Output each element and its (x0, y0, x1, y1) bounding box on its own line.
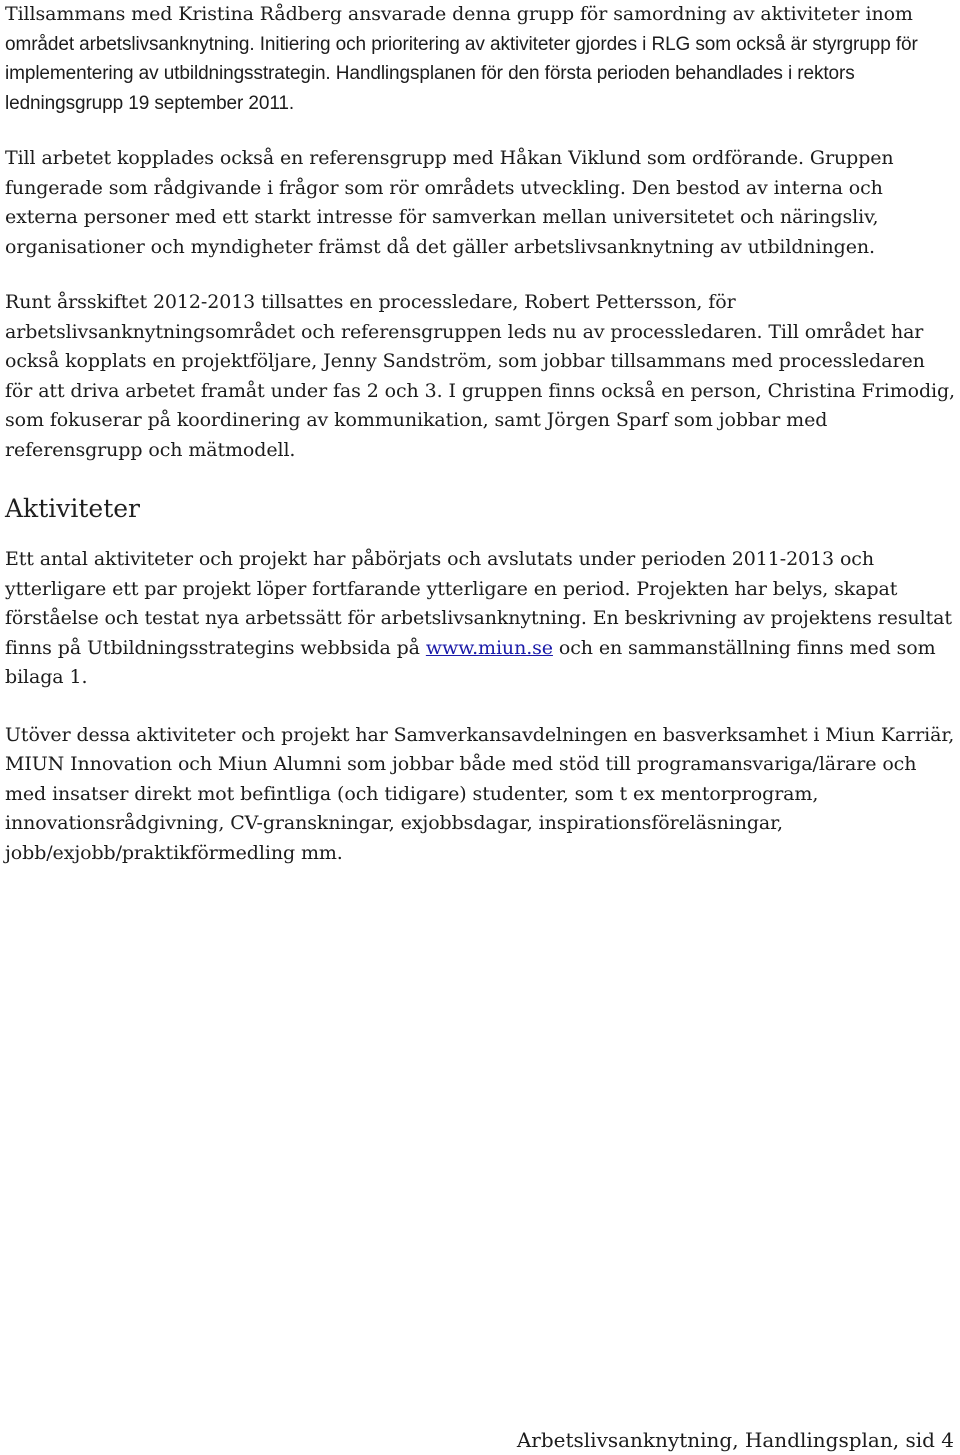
activities-text-before-link: Ett antal aktiviteter och projekt har påbörjats och avslutats under perioden 2011-2013 och ytterligare ett par projekt löper fortfarande ytterligare en period. Projekten har belys, skapat förståelse och testat nya arbetssätt för arbetslivsanknytning. En beskrivning av projektens resultat finns på Utbildningsstrategins webbsida på (5, 548, 952, 659)
miun-website-link[interactable]: www.miun.se (425, 636, 553, 659)
base-operations-paragraph: Utöver dessa aktiviteter och projekt har Samverkansavdelningen en basverksamhet i Miun Karriär, MIUN Innovation och Miun Alumni som jobbar både med stöd till programansvariga/lärare och med insatser direkt mot befintliga (och tidigare) studenter, som t ex mentorprogram, innovationsrådgivning, CV-granskningar, exjobbsdagar, inspirationsföreläsningar, jobb/exjobb/praktikförmedling mm. (5, 723, 955, 864)
intro-paragraph (5, 0, 955, 118)
reference-group-text-part-2: Den bestod av interna och externa personer med ett starkt intresse för samverkan mellan universitetet och näringsliv, organisationer och myndigheter främst då det gäller arbetslivsanknytning av utbildningen. (5, 176, 883, 258)
document-page (5, 0, 955, 868)
reference-group-text-part-1: Till arbetet kopplades också en referensgrupp med Håkan Viklund som ordförande. Gruppen fungerade som rådgivande i frågor som rör områdets utveckling. (5, 147, 894, 199)
page-footer: Arbetslivsanknytning, Handlingsplan, sid 4 (516, 1428, 954, 1452)
process-leader-paragraph: Runt årsskiftet 2012-2013 tillsattes en processledare, Robert Pettersson, för arbetslivsanknytningsområdet och referensgruppen leds nu av processledaren. Till området har också kopplats en projektföljare, Jenny Sandström, som jobbar tillsammans med processledaren för att driva arbetet framåt under fas 2 och 3. I gruppen finns också en person, Christina Frimodig, som fokuserar på koordinering av kommunikation, samt Jörgen Sparf som jobbar med referensgrupp och mätmodell. (5, 291, 956, 461)
section-heading-aktiviteter: Aktiviteter (5, 494, 140, 523)
reference-group-paragraph (5, 144, 955, 262)
activities-text-after-link: och en sammanställning finns med som bilaga 1. (5, 636, 936, 688)
intro-text-part-2: området arbetslivsanknytning. Initiering och prioritering av aktiviteter gjordes i RLG som också är styrgrupp för implementering av utbildningsstrategin. Handlingsplanen för den första perioden behandlades i rektors ledningsgrupp 19 september 2011. (5, 33, 918, 114)
intro-text-part-1: Tillsammans med Kristina Rådberg ansvarade denna grupp för samordning av aktiviteter inom (5, 3, 913, 25)
activities-paragraph (5, 545, 955, 693)
